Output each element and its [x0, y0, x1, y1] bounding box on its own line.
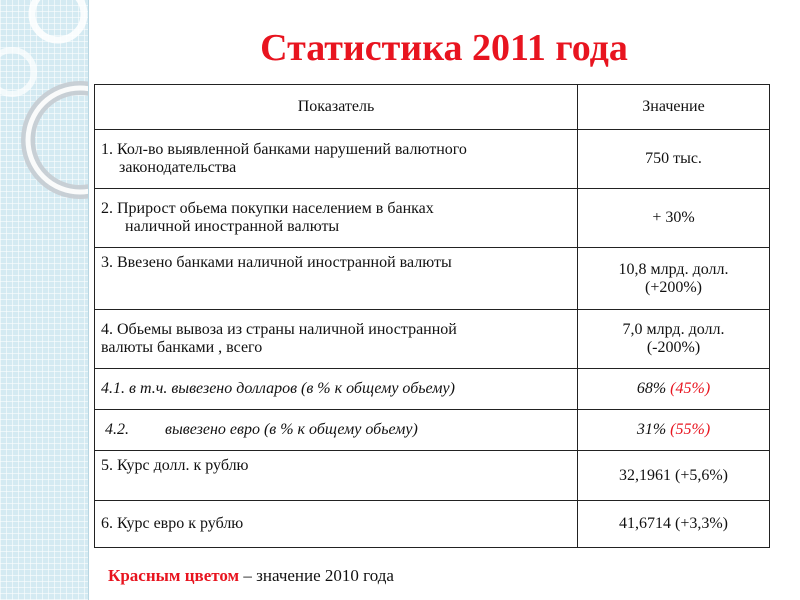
decorative-sidebar — [0, 0, 89, 600]
row-label — [95, 130, 578, 189]
row-label-line: наличной иностранной валюты — [125, 218, 340, 235]
row-label-line: законодательства — [119, 159, 237, 176]
header-indicator: Показатель — [95, 85, 578, 130]
row-value-line: (+200%) — [644, 278, 702, 296]
page-title: Статистика 2011 года — [260, 27, 628, 69]
row-value: 750 тыс. — [578, 130, 770, 189]
table-row — [95, 369, 770, 410]
legend-note-text: – значение 2010 года — [239, 566, 394, 585]
row-label-line: 1. Кол-во выявленной банками нарушений валютного — [101, 141, 467, 158]
table-header-row — [95, 85, 770, 130]
row-value — [578, 369, 770, 410]
header-value: Значение — [578, 85, 770, 130]
value-previous: (45%) — [670, 380, 711, 397]
row-label: 3. Ввезено банками наличной иностранной валюты — [95, 248, 578, 310]
row-label: 5. Курс долл. к рублю — [95, 451, 578, 501]
row-label-number: 4.2. — [105, 421, 129, 438]
row-label-line: 4. Обьемы вывоза из страны наличной иностранной — [101, 321, 457, 338]
table-row — [95, 189, 770, 248]
table-row — [95, 130, 770, 189]
row-label: 6. Курс евро к рублю — [95, 501, 578, 548]
statistics-table — [94, 84, 770, 548]
row-label-line: валюты банками , всего — [101, 339, 263, 356]
row-label: 4.1. в т.ч. вывезено долларов (в % к общему обьему) — [95, 369, 578, 410]
row-label — [95, 410, 578, 451]
value-current: 31% — [636, 421, 667, 438]
value-current: 68% — [636, 380, 667, 397]
row-label-line: 2. Прирост обьема покупки населением в банках — [101, 200, 434, 217]
row-label — [95, 189, 578, 248]
row-label — [95, 310, 578, 369]
table-row — [95, 248, 770, 310]
legend-note — [108, 566, 394, 586]
row-label-text: вывезено евро (в % к общему обьему) — [165, 421, 418, 438]
legend-note-highlight: Красным цветом — [108, 566, 240, 585]
row-value-line: 7,0 млрд. долл. — [622, 321, 725, 338]
row-value — [578, 248, 770, 310]
row-value — [578, 310, 770, 369]
row-value — [578, 410, 770, 451]
table-row — [95, 451, 770, 501]
row-value: 32,1961 (+5,6%) — [578, 451, 770, 501]
value-previous: (55%) — [670, 421, 711, 438]
row-value-line: 10,8 млрд. долл. — [618, 260, 729, 278]
row-value: + 30% — [578, 189, 770, 248]
table-row — [95, 310, 770, 369]
table-row — [95, 501, 770, 548]
circles-decoration-icon — [0, 0, 88, 600]
table-row — [95, 410, 770, 451]
row-value: 41,6714 (+3,3%) — [578, 501, 770, 548]
row-value-line: (-200%) — [646, 339, 701, 356]
